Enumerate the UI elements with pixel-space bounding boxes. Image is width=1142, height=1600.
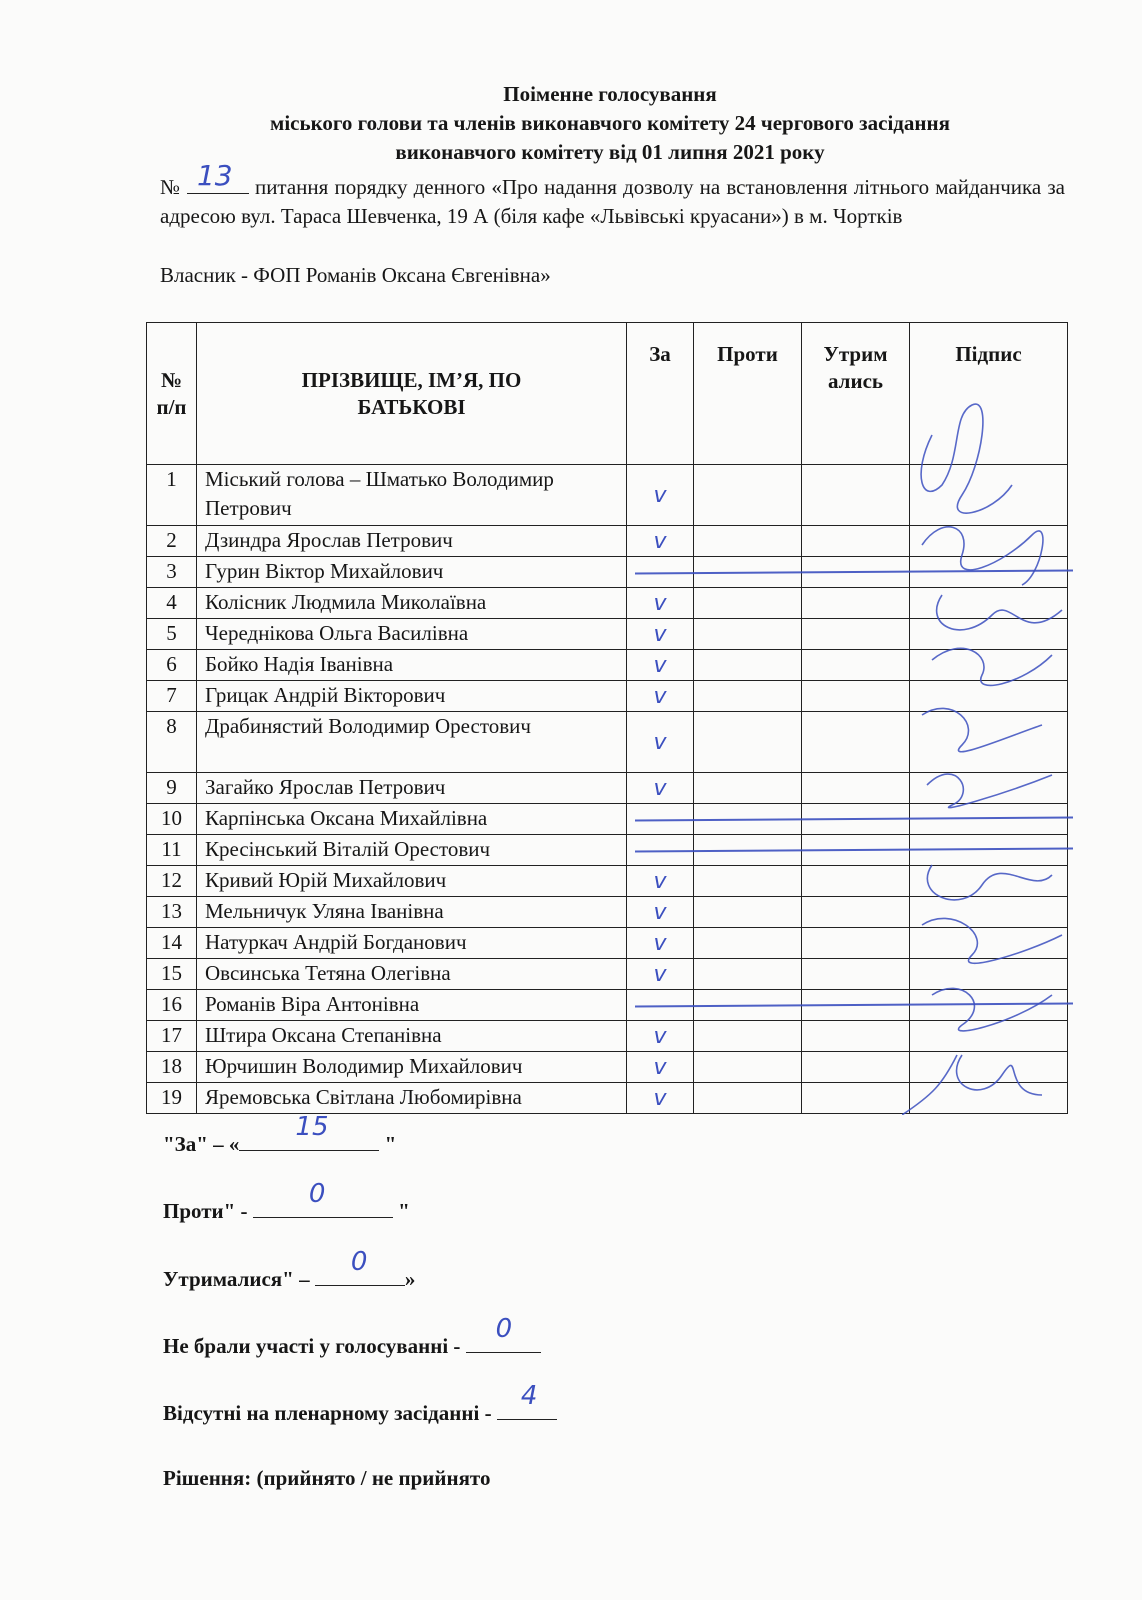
checkmark-icon: v: [653, 652, 667, 678]
table-row: [147, 1052, 1068, 1083]
vote-against-cell: [694, 804, 802, 835]
vote-abstained-cell: [802, 804, 910, 835]
signature-cell: [910, 866, 1068, 897]
vote-abstained-cell: [802, 588, 910, 619]
signature-cell: [910, 990, 1068, 1021]
tally-absent-value: 4: [520, 1381, 538, 1411]
vote-for-cell: [627, 681, 694, 712]
vote-abstained-cell: [802, 619, 910, 650]
vote-for-cell: [627, 866, 694, 897]
row-number: 13: [147, 897, 197, 928]
checkmark-icon: v: [653, 868, 667, 894]
number-sign: №: [160, 175, 181, 199]
checkmark-icon: v: [653, 590, 667, 616]
tally-abstained: [163, 1247, 416, 1292]
checkmark-icon: v: [653, 729, 667, 755]
tally-for-end: ": [379, 1132, 397, 1156]
tally-against-label: Проти" -: [163, 1199, 253, 1223]
table-row: [147, 990, 1068, 1021]
vote-for-cell: [627, 990, 694, 1021]
member-name: Драбинястий Володимир Орестович: [197, 712, 627, 773]
checkmark-icon: v: [653, 961, 667, 987]
checkmark-icon: v: [653, 528, 667, 554]
tally-absent-label: Відсутні на пленарному засіданні -: [163, 1401, 497, 1425]
vote-abstained-cell: [802, 1052, 910, 1083]
signature-cell: [910, 1083, 1068, 1114]
vote-against-cell: [694, 866, 802, 897]
vote-against-cell: [694, 1083, 802, 1114]
vote-for-cell: [627, 897, 694, 928]
member-name: Дзиндра Ярослав Петрович: [197, 526, 627, 557]
signature-cell: [910, 526, 1068, 557]
tally-for-label: "За" – «: [163, 1132, 240, 1156]
row-number: 14: [147, 928, 197, 959]
row-number: 8: [147, 712, 197, 773]
vote-against-cell: [694, 619, 802, 650]
tally-abstained-label: Утрималися" –: [163, 1267, 315, 1291]
vote-against-cell: [694, 526, 802, 557]
vote-for-cell: [627, 928, 694, 959]
question-number-field: [187, 159, 249, 194]
tally-not-voted-value: 0: [495, 1314, 513, 1344]
vote-for-cell: [627, 526, 694, 557]
table-row: [147, 897, 1068, 928]
vote-abstained-cell: [802, 773, 910, 804]
member-name: Череднікова Ольга Василівна: [197, 619, 627, 650]
row-number: 3: [147, 557, 197, 588]
vote-for-cell: [627, 557, 694, 588]
row-number: 6: [147, 650, 197, 681]
table-row: [147, 557, 1068, 588]
vote-against-cell: [694, 712, 802, 773]
member-name: Юрчишин Володимир Михайлович: [197, 1052, 627, 1083]
member-name: Яремовська Світлана Любомирівна: [197, 1083, 627, 1114]
checkmark-icon: v: [653, 775, 667, 801]
row-number: 16: [147, 990, 197, 1021]
vote-against-cell: [694, 650, 802, 681]
vote-abstained-cell: [802, 928, 910, 959]
signature-cell: [910, 1052, 1068, 1083]
checkmark-icon: v: [653, 1023, 667, 1049]
vote-abstained-cell: [802, 465, 910, 526]
member-name: Бойко Надія Іванівна: [197, 650, 627, 681]
checkmark-icon: v: [653, 482, 667, 508]
vote-for-cell: [627, 1083, 694, 1114]
heading-line-3: виконавчого комітету від 01 липня 2021 року: [395, 140, 825, 164]
vote-abstained-cell: [802, 681, 910, 712]
table-row: [147, 619, 1068, 650]
signature-cell: [910, 773, 1068, 804]
member-name: Кривий Юрій Михайлович: [197, 866, 627, 897]
heading-line-1: Поіменне голосування: [503, 82, 717, 106]
tally-abstained-value: 0: [350, 1247, 368, 1277]
decision-line: Рішення: (прийнято / не прийнято: [163, 1466, 491, 1490]
row-number: 5: [147, 619, 197, 650]
vote-for-cell: [627, 650, 694, 681]
signature-cell: [910, 928, 1068, 959]
table-row: [147, 835, 1068, 866]
header-abstained: Утрим ались: [802, 323, 910, 465]
vote-abstained-cell: [802, 526, 910, 557]
table-row: [147, 588, 1068, 619]
signature-cell: [910, 897, 1068, 928]
member-name: Загайко Ярослав Петрович: [197, 773, 627, 804]
table-row: [147, 465, 1068, 526]
member-name: Кресінський Віталій Орестович: [197, 835, 627, 866]
question-text: питання порядку денного «Про надання дозволу на встановлення літнього майданчика за адресою вул. Тараса Шевченка, 19 А (біля кафе «Львівські круасани») в м. Чортків: [160, 175, 1065, 228]
member-name: Романів Віра Антонівна: [197, 990, 627, 1021]
row-number: 15: [147, 959, 197, 990]
vote-against-cell: [694, 835, 802, 866]
vote-for-cell: [627, 773, 694, 804]
table-row: [147, 681, 1068, 712]
agenda-question: [160, 159, 1065, 231]
member-name: Гурин Віктор Михайлович: [197, 557, 627, 588]
vote-abstained-cell: [802, 866, 910, 897]
table-body: [147, 465, 1068, 1114]
header-name: ПРІЗВИЩЕ, ІМ’Я, ПО БАТЬКОВІ: [197, 323, 627, 465]
header-signature: Підпис: [910, 323, 1068, 465]
table-row: [147, 650, 1068, 681]
vote-against-cell: [694, 928, 802, 959]
row-number: 7: [147, 681, 197, 712]
member-name: Натуркач Андрій Богданович: [197, 928, 627, 959]
vote-abstained-cell: [802, 1083, 910, 1114]
vote-table: [146, 322, 1068, 1114]
tally-for: [163, 1112, 397, 1157]
checkmark-icon: v: [653, 683, 667, 709]
tally-abstained-end: »: [404, 1267, 416, 1291]
row-number: 10: [147, 804, 197, 835]
vote-abstained-cell: [802, 712, 910, 773]
tally-for-value: 15: [295, 1112, 329, 1142]
table-row: [147, 1021, 1068, 1052]
vote-for-cell: [627, 835, 694, 866]
checkmark-icon: v: [653, 621, 667, 647]
tally-against: [163, 1179, 410, 1224]
tally-not-voted-label: Не брали участі у голосуванні -: [163, 1334, 466, 1358]
row-number: 9: [147, 773, 197, 804]
table-row: [147, 804, 1068, 835]
row-number: 19: [147, 1083, 197, 1114]
vote-abstained-cell: [802, 990, 910, 1021]
vote-for-cell: [627, 712, 694, 773]
vote-for-cell: [627, 959, 694, 990]
signature-cell: [910, 712, 1068, 773]
member-name: Колісник Людмила Миколаївна: [197, 588, 627, 619]
vote-against-cell: [694, 897, 802, 928]
vote-against-cell: [694, 588, 802, 619]
vote-against-cell: [694, 773, 802, 804]
vote-abstained-cell: [802, 557, 910, 588]
checkmark-icon: v: [653, 1054, 667, 1080]
member-name: Карпінська Оксана Михайлівна: [197, 804, 627, 835]
signature-cell: [910, 619, 1068, 650]
table-header-row: [147, 323, 1068, 465]
tally-not-voted-field: [466, 1314, 541, 1353]
vote-against-cell: [694, 465, 802, 526]
signature-cell: [910, 588, 1068, 619]
table-row: [147, 712, 1068, 773]
vote-for-cell: [627, 1021, 694, 1052]
header-against: Проти: [694, 323, 802, 465]
vote-abstained-cell: [802, 1021, 910, 1052]
signature-cell: [910, 681, 1068, 712]
signature-cell: [910, 650, 1068, 681]
row-number: 12: [147, 866, 197, 897]
heading-line-2: міського голови та членів виконавчого комітету 24 чергового засідання: [270, 111, 950, 135]
vote-abstained-cell: [802, 897, 910, 928]
member-name: Грицак Андрій Вікторович: [197, 681, 627, 712]
row-number: 4: [147, 588, 197, 619]
vote-abstained-cell: [802, 835, 910, 866]
table-row: [147, 866, 1068, 897]
vote-for-cell: [627, 465, 694, 526]
vote-against-cell: [694, 681, 802, 712]
vote-for-cell: [627, 619, 694, 650]
table-row: [147, 1083, 1068, 1114]
checkmark-icon: v: [653, 930, 667, 956]
signature-cell: [910, 959, 1068, 990]
vote-against-cell: [694, 1021, 802, 1052]
table-row: [147, 526, 1068, 557]
tally-abstained-field: [315, 1247, 405, 1286]
vote-for-cell: [627, 804, 694, 835]
tally-for-field: [239, 1112, 379, 1151]
member-name: Міський голова – Шматько Володимир Петрович: [197, 465, 627, 526]
checkmark-icon: v: [653, 1085, 667, 1111]
vote-against-cell: [694, 959, 802, 990]
tally-against-field: [253, 1179, 393, 1218]
vote-for-cell: [627, 588, 694, 619]
table-row: [147, 773, 1068, 804]
tally-against-value: 0: [308, 1179, 326, 1209]
row-number: 11: [147, 835, 197, 866]
vote-against-cell: [694, 990, 802, 1021]
vote-against-cell: [694, 557, 802, 588]
tally-against-end: ": [392, 1199, 410, 1223]
table-row: [147, 928, 1068, 959]
vote-against-cell: [694, 1052, 802, 1083]
owner-line: Власник - ФОП Романів Оксана Євгенівна»: [160, 263, 551, 287]
header-num: № п/п: [147, 323, 197, 465]
member-name: Овсинська Тетяна Олегівна: [197, 959, 627, 990]
row-number: 1: [147, 465, 197, 526]
signature-cell: [910, 557, 1068, 588]
row-number: 2: [147, 526, 197, 557]
tally-absent-field: [497, 1381, 557, 1420]
table-row: [147, 959, 1068, 990]
vote-abstained-cell: [802, 650, 910, 681]
member-name: Мельничук Уляна Іванівна: [197, 897, 627, 928]
question-number: 13: [196, 159, 233, 192]
signature-cell: [910, 835, 1068, 866]
member-name: Штира Оксана Степанівна: [197, 1021, 627, 1052]
document-heading: [150, 80, 1070, 167]
checkmark-icon: v: [653, 899, 667, 925]
signature-cell: [910, 804, 1068, 835]
signature-cell: [910, 465, 1068, 526]
tally-absent: [163, 1381, 557, 1426]
vote-abstained-cell: [802, 959, 910, 990]
header-for: За: [627, 323, 694, 465]
row-number: 18: [147, 1052, 197, 1083]
row-number: 17: [147, 1021, 197, 1052]
signature-cell: [910, 1021, 1068, 1052]
tally-not-voted: [163, 1314, 541, 1359]
vote-for-cell: [627, 1052, 694, 1083]
